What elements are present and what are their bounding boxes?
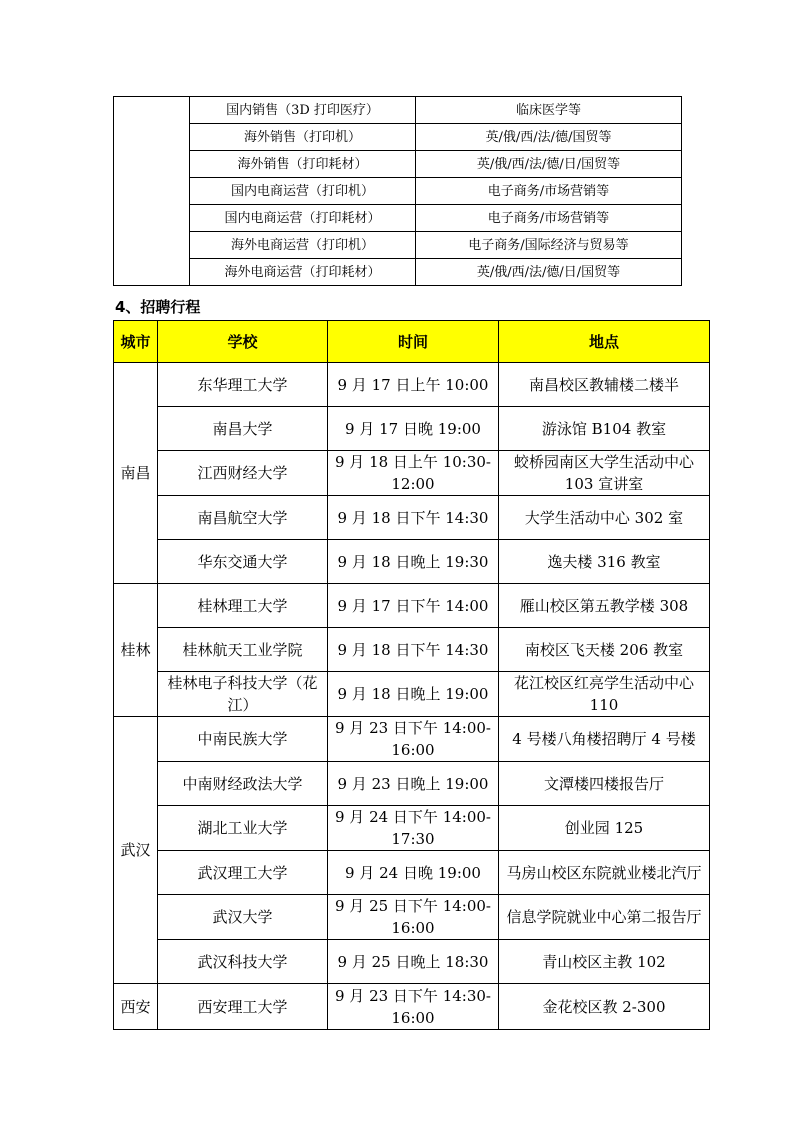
schedule-row — [114, 540, 710, 584]
place-cell: 金花校区教 2-300 — [499, 984, 710, 1030]
schedule-row — [114, 806, 710, 851]
school-cell: 湖北工业大学 — [158, 806, 328, 851]
time-cell: 9 月 18 日晚上 19:30 — [328, 540, 499, 584]
school-cell: 南昌大学 — [158, 407, 328, 451]
job-row — [114, 205, 682, 232]
job-row — [114, 178, 682, 205]
job-major-cell: 电子商务/国际经济与贸易等 — [416, 232, 682, 259]
city-cell: 武汉 — [114, 717, 158, 984]
place-cell: 雁山校区第五教学楼 308 — [499, 584, 710, 628]
city-cell: 桂林 — [114, 584, 158, 717]
school-cell: 东华理工大学 — [158, 363, 328, 407]
city-cell: 西安 — [114, 984, 158, 1030]
time-cell: 9 月 18 日上午 10:30-12:00 — [328, 451, 499, 496]
job-major-cell: 英/俄/西/法/德/日/国贸等 — [416, 259, 682, 286]
job-major-cell: 电子商务/市场营销等 — [416, 178, 682, 205]
time-cell: 9 月 23 日下午 14:00-16:00 — [328, 717, 499, 762]
job-row — [114, 259, 682, 286]
time-cell: 9 月 18 日晚上 19:00 — [328, 672, 499, 717]
place-cell: 创业园 125 — [499, 806, 710, 851]
schedule-row — [114, 762, 710, 806]
school-cell: 江西财经大学 — [158, 451, 328, 496]
schedule-row — [114, 584, 710, 628]
place-cell: 文潭楼四楼报告厅 — [499, 762, 710, 806]
schedule-row — [114, 451, 710, 496]
place-cell: 信息学院就业中心第二报告厅 — [499, 895, 710, 940]
time-cell: 9 月 18 日下午 14:30 — [328, 628, 499, 672]
place-cell: 蛟桥园南区大学生活动中心 103 宣讲室 — [499, 451, 710, 496]
header-time: 时间 — [328, 321, 499, 363]
school-cell: 武汉科技大学 — [158, 940, 328, 984]
schedule-row — [114, 407, 710, 451]
category-cell — [114, 97, 190, 286]
header-school: 学校 — [158, 321, 328, 363]
schedule-row — [114, 717, 710, 762]
place-cell: 南校区飞天楼 206 教室 — [499, 628, 710, 672]
schedule-row — [114, 628, 710, 672]
school-cell: 中南民族大学 — [158, 717, 328, 762]
job-row — [114, 232, 682, 259]
place-cell: 大学生活动中心 302 室 — [499, 496, 710, 540]
job-row — [114, 151, 682, 178]
schedule-row — [114, 940, 710, 984]
job-position-cell: 海外销售（打印机） — [190, 124, 416, 151]
time-cell: 9 月 24 日晚 19:00 — [328, 851, 499, 895]
city-cell: 南昌 — [114, 363, 158, 584]
school-cell: 中南财经政法大学 — [158, 762, 328, 806]
place-cell: 逸夫楼 316 教室 — [499, 540, 710, 584]
schedule-row — [114, 984, 710, 1030]
job-position-cell: 国内销售（3D 打印医疗） — [190, 97, 416, 124]
header-place: 地点 — [499, 321, 710, 363]
place-cell: 南昌校区教辅楼二楼半 — [499, 363, 710, 407]
place-cell: 游泳馆 B104 教室 — [499, 407, 710, 451]
school-cell: 桂林航天工业学院 — [158, 628, 328, 672]
time-cell: 9 月 18 日下午 14:30 — [328, 496, 499, 540]
school-cell: 华东交通大学 — [158, 540, 328, 584]
time-cell: 9 月 23 日晚上 19:00 — [328, 762, 499, 806]
recruitment-schedule-table — [113, 320, 710, 1030]
schedule-row — [114, 363, 710, 407]
place-cell: 马房山校区东院就业楼北汽厅 — [499, 851, 710, 895]
schedule-row — [114, 672, 710, 717]
job-major-cell: 电子商务/市场营销等 — [416, 205, 682, 232]
job-positions-body — [114, 97, 682, 286]
place-cell: 花江校区红亮学生活动中心 110 — [499, 672, 710, 717]
school-cell: 武汉理工大学 — [158, 851, 328, 895]
time-cell: 9 月 24 日下午 14:00-17:30 — [328, 806, 499, 851]
schedule-header-row — [114, 321, 710, 363]
schedule-row — [114, 851, 710, 895]
header-city: 城市 — [114, 321, 158, 363]
time-cell: 9 月 25 日晚上 18:30 — [328, 940, 499, 984]
job-major-cell: 英/俄/西/法/德/国贸等 — [416, 124, 682, 151]
time-cell: 9 月 17 日下午 14:00 — [328, 584, 499, 628]
job-row — [114, 97, 682, 124]
place-cell: 青山校区主教 102 — [499, 940, 710, 984]
schedule-row — [114, 895, 710, 940]
time-cell: 9 月 23 日下午 14:30-16:00 — [328, 984, 499, 1030]
schedule-body — [114, 363, 710, 1030]
place-cell: 4 号楼八角楼招聘厅 4 号楼 — [499, 717, 710, 762]
job-position-cell: 海外电商运营（打印耗材） — [190, 259, 416, 286]
job-row — [114, 124, 682, 151]
school-cell: 桂林电子科技大学（花江） — [158, 672, 328, 717]
time-cell: 9 月 25 日下午 14:00-16:00 — [328, 895, 499, 940]
job-major-cell: 临床医学等 — [416, 97, 682, 124]
job-position-cell: 海外电商运营（打印机） — [190, 232, 416, 259]
job-position-cell: 海外销售（打印耗材） — [190, 151, 416, 178]
schedule-row — [114, 496, 710, 540]
time-cell: 9 月 17 日上午 10:00 — [328, 363, 499, 407]
section-heading: 4、招聘行程 — [115, 298, 201, 316]
time-cell: 9 月 17 日晚 19:00 — [328, 407, 499, 451]
school-cell: 武汉大学 — [158, 895, 328, 940]
school-cell: 南昌航空大学 — [158, 496, 328, 540]
school-cell: 西安理工大学 — [158, 984, 328, 1030]
job-position-cell: 国内电商运营（打印机） — [190, 178, 416, 205]
job-positions-table — [113, 96, 682, 286]
job-major-cell: 英/俄/西/法/德/日/国贸等 — [416, 151, 682, 178]
job-position-cell: 国内电商运营（打印耗材） — [190, 205, 416, 232]
school-cell: 桂林理工大学 — [158, 584, 328, 628]
